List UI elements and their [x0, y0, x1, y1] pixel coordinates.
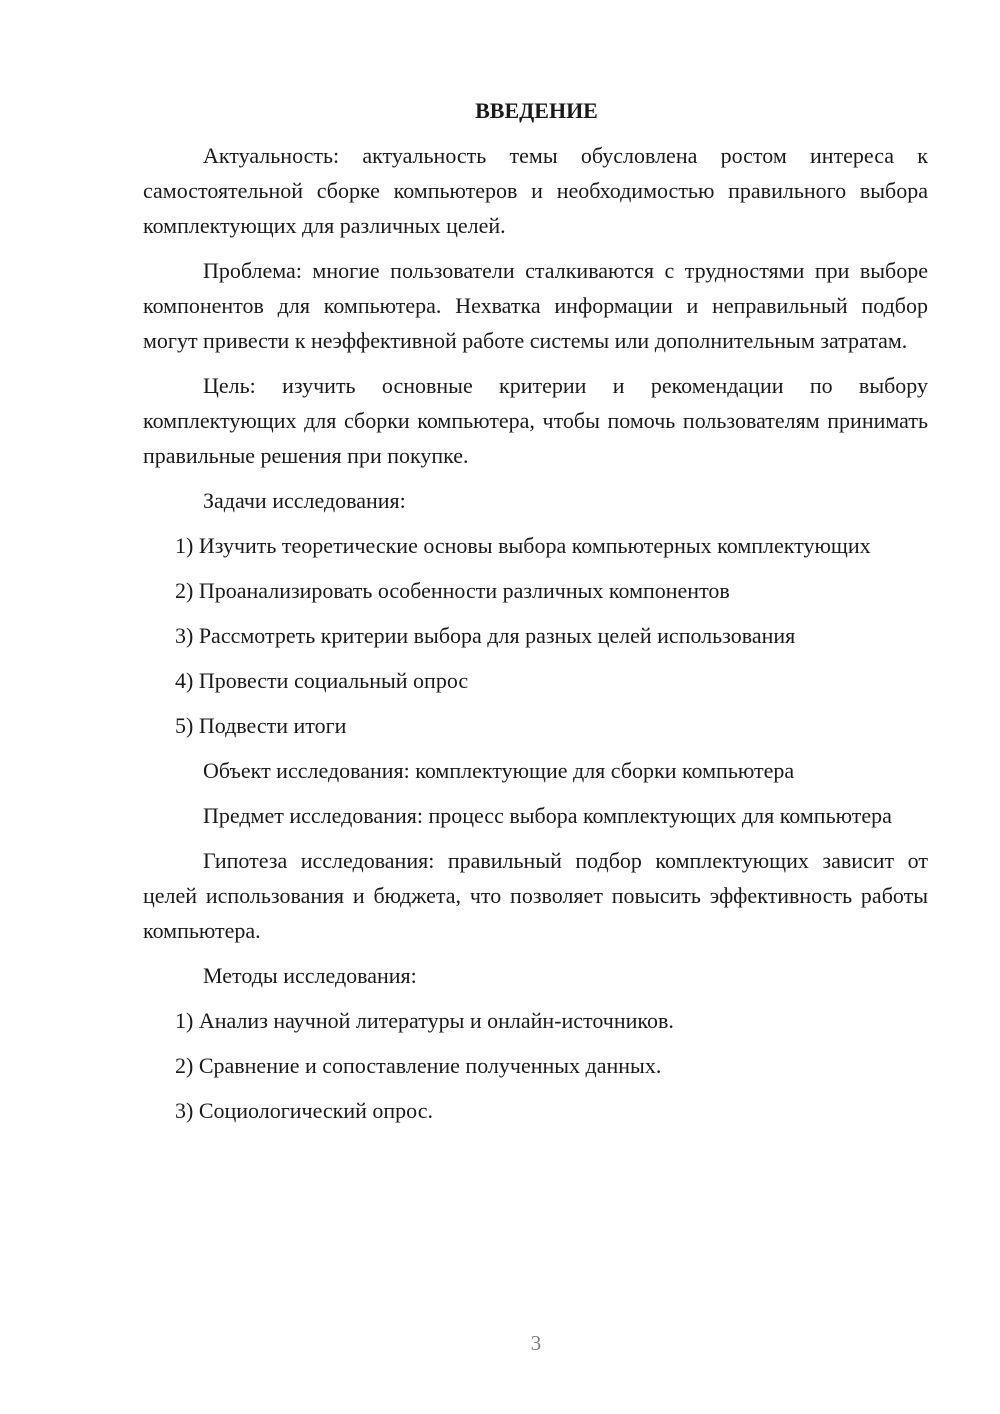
paragraph-goal: Цель: изучить основные критерии и рекомендации по выбору комплектующих для сборки компьютера, чтобы помочь пользователям принимать правильные решения при покупке.	[143, 373, 928, 468]
paragraph-problem: Проблема: многие пользователи сталкиваются с трудностями при выборе компонентов для компьютера. Нехватка информации и неправильный подбор могут привести к неэффективной работе системы или дополнительным затратам.	[143, 258, 928, 353]
task-item-3: 3) Рассмотреть критерии выбора для разных целей использования	[175, 623, 796, 648]
paragraph-object: Объект исследования: комплектующие для сборки компьютера	[203, 758, 795, 783]
page-number: 3	[530, 1331, 542, 1355]
method-item-3: 3) Социологический опрос.	[175, 1098, 433, 1123]
method-item-2: 2) Сравнение и сопоставление полученных данных.	[175, 1053, 662, 1078]
paragraph-subject: Предмет исследования: процесс выбора комплектующих для компьютера	[203, 803, 892, 828]
tasks-heading: Задачи исследования:	[203, 488, 406, 513]
task-item-4: 4) Провести социальный опрос	[175, 668, 469, 693]
paragraph-hypothesis: Гипотеза исследования: правильный подбор комплектующих зависит от целей использования и бюджета, что позволяет повысить эффективность работы компьютера.	[143, 848, 928, 943]
document-body	[143, 93, 928, 1138]
task-item-1: 1) Изучить теоретические основы выбора компьютерных комплектующих	[175, 533, 871, 558]
task-item-2: 2) Проанализировать особенности различных компонентов	[175, 578, 730, 603]
task-item-5: 5) Подвести итоги	[175, 713, 347, 738]
paragraph-relevance: Актуальность: актуальность темы обусловлена ростом интереса к самостоятельной сборке компьютеров и необходимостью правильного выбора комплектующих для различных целей.	[143, 143, 928, 238]
method-item-1: 1) Анализ научной литературы и онлайн-источников.	[175, 1008, 674, 1033]
methods-heading: Методы исследования:	[203, 963, 417, 988]
section-title: ВВЕДЕНИЕ	[475, 98, 598, 123]
